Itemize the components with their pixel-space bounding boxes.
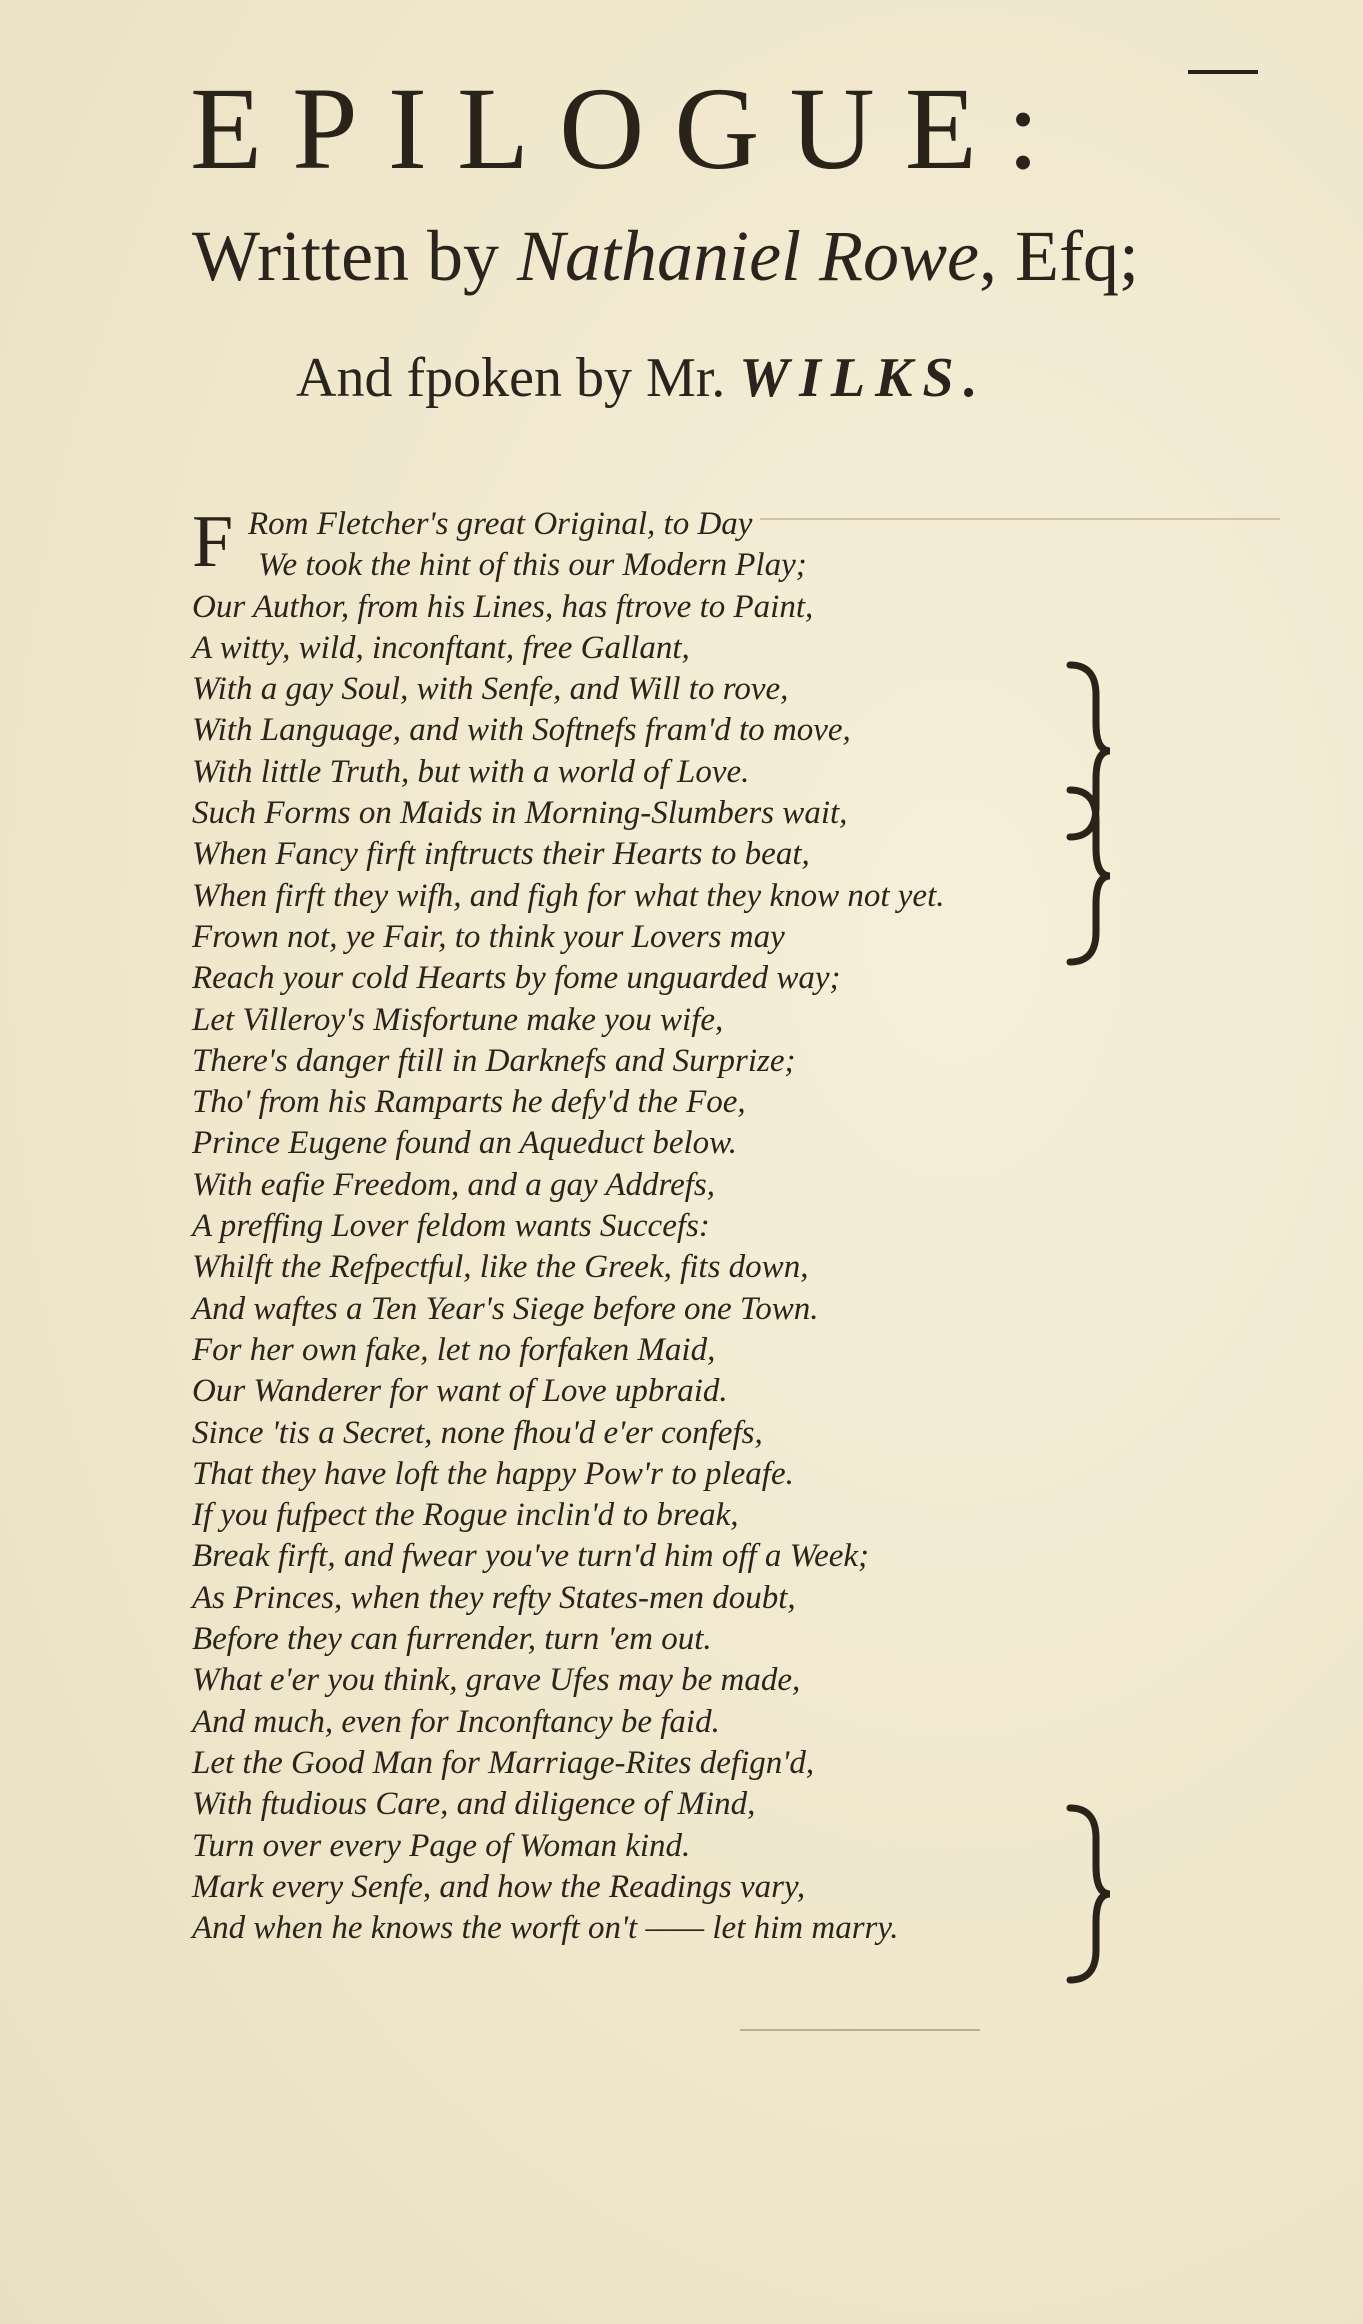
speaker-prefix: And fpoken by Mr. [296, 347, 740, 409]
verse-line: What e'er you think, grave Ufes may be made, [192, 1662, 801, 1699]
page-title: EPILOGUE: [190, 63, 1070, 194]
verse-line: With eafie Freedom, and a gay Addrefs, [192, 1166, 716, 1203]
verse-line: Before they can furrender, turn 'em out. [192, 1621, 712, 1658]
verse-line: Frown not, ye Fair, to think your Lovers may [192, 918, 785, 955]
verse-line: And waftes a Ten Year's Siege before one Town. [192, 1290, 819, 1327]
drop-cap: F [192, 501, 234, 583]
verse-line: For her own fake, let no forfaken Maid, [192, 1331, 716, 1368]
verse-line: A preffing Lover feldom wants Succefs: [192, 1208, 710, 1245]
verse-line: Break firft, and fwear you've turn'd him off a Week; [192, 1538, 870, 1575]
verse-line: Prince Eugene found an Aqueduct below. [192, 1125, 737, 1162]
verse-line: A witty, wild, inconftant, free Gallant, [192, 629, 690, 666]
title-rule [1188, 70, 1258, 74]
verse-line: We took the hint of this our Modern Play; [258, 547, 807, 584]
verse-line: Let the Good Man for Marriage-Rites defign'd, [192, 1744, 815, 1781]
verse-line: If you fufpect the Rogue inclin'd to break, [192, 1497, 739, 1534]
verse-line: Turn over every Page of Woman kind. [192, 1827, 691, 1864]
verse-line: Tho' from his Ramparts he defy'd the Foe, [192, 1084, 746, 1121]
verse-line: Rom Fletcher's great Original, to Day [248, 506, 753, 542]
closing-rule [740, 2029, 980, 2031]
author-line [192, 216, 1342, 296]
verse-line: Such Forms on Maids in Morning-Slumbers wait, [192, 795, 848, 832]
verse-line: There's danger ftill in Darknefs and Surprize; [192, 1042, 796, 1079]
speaker-name: WILKS. [739, 347, 988, 409]
verse-line: Since 'tis a Secret, none fhou'd e'er confefs, [192, 1414, 763, 1451]
verse-line: Reach your cold Hearts by fome unguarded way; [192, 960, 841, 997]
verse-line: Let Villeroy's Misfortune make you wife, [192, 1001, 724, 1038]
verse-line: Our Author, from his Lines, has ftrove to Paint, [192, 588, 814, 625]
verse-line: When Fancy firft inftructs their Hearts to beat, [192, 836, 810, 873]
verse-line: With Language, and with Softnefs fram'd to move, [192, 712, 851, 749]
verse-line: Mark every Senfe, and how the Readings vary, [192, 1868, 806, 1905]
verse-line: With little Truth, but with a world of Love. [192, 753, 750, 790]
author-prefix: Written by [192, 216, 518, 296]
verse-line: As Princes, when they refty States-men doubt, [192, 1579, 796, 1616]
verse-line: That they have loft the happy Pow'r to pleafe. [192, 1455, 794, 1492]
author-name: Nathaniel Rowe [517, 216, 979, 296]
author-suffix: , Efq; [978, 216, 1139, 296]
verse-line: With ftudious Care, and diligence of Mind, [192, 1786, 756, 1823]
verse-line: And when he knows the worft on't —— let him marry. [192, 1910, 899, 1947]
verse-line: With a gay Soul, with Senfe, and Will to rove, [192, 671, 789, 708]
verse-line: Our Wanderer for want of Love upbraid. [192, 1373, 728, 1410]
poem-verse [192, 501, 1192, 1949]
speaker-line [296, 347, 1296, 409]
verse-line: And much, even for Inconftancy be faid. [192, 1703, 720, 1740]
verse-line: When firft they wifh, and figh for what they know not yet. [192, 877, 945, 914]
verse-line: Whilft the Refpectful, like the Greek, fits down, [192, 1249, 809, 1286]
